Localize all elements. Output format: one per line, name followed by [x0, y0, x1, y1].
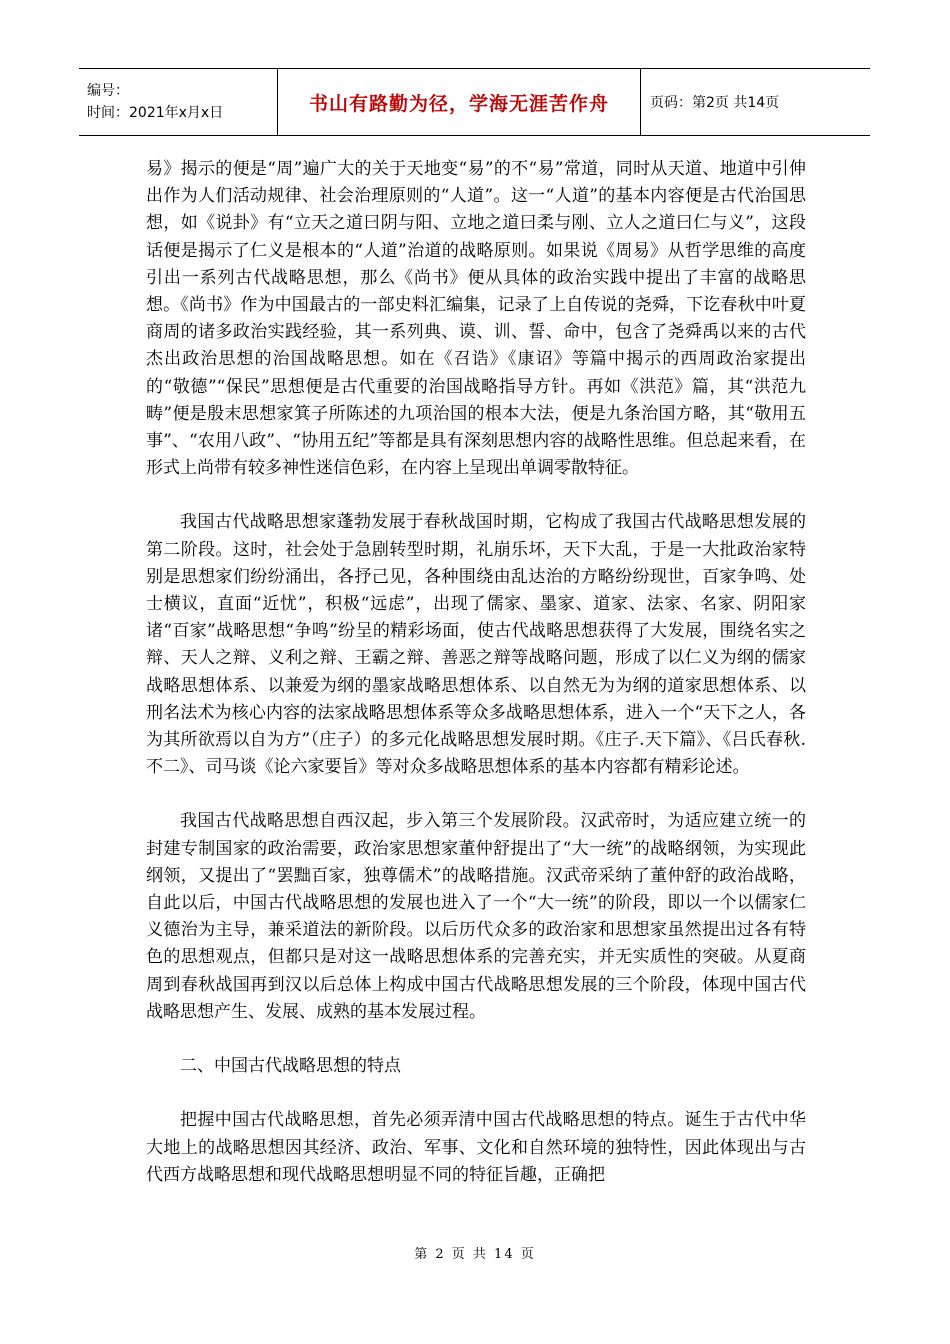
page-header: [79, 68, 870, 136]
body-paragraph: 我国古代战略思想自西汉起，步入第三个发展阶段。汉武帝时，为适应建立统一的封建专制国家的政治需要，政治家思想家董仲舒提出了“大一统”的战略纲领，为实现此纲领，又提出了“罢黜百家，独尊儒术”的战略措施。汉武帝采纳了董仲舒的政治战略，自此以后，中国古代战略思想的发展也进入了一个“大一统”的阶段，即以一个以儒家仁义德治为主导，兼采道法的新阶段。以后历代众多的政治家和思想家虽然提出过各有特色的思想观点，但都只是对这一战略思想体系的完善充实，并无实质性的突破。从夏商周到春秋战国再到汉以后总体上构成中国古代战略思想发展的三个阶段，体现中国古代战略思想产生、发展、成熟的基本发展过程。: [146, 811, 806, 1022]
page-footer: 第 2 页 共 14 页: [414, 1247, 536, 1262]
section-heading: 二、中国古代战略思想的特点: [180, 1056, 401, 1077]
document-time-label: 时间：2021年x月x日: [87, 105, 224, 121]
header-motto: 书山有路勤为径，学海无涯苦作舟: [278, 69, 641, 136]
body-paragraph: 我国古代战略思想家蓬勃发展于春秋战国时期，它构成了我国古代战略思想发展的第二阶段。这时，社会处于急剧转型时期，礼崩乐坏，天下大乱，于是一大批政治家特别是思想家们纷纷涌出，各抒己见，各种围绕由乱达治的方略纷纷现世，百家争鸣、处士横议，直面“近忧”，积极“远虑”，出现了儒家、墨家、道家、法家、名家、阴阳家诸“百家”战略思想“争鸣”纷呈的精彩场面，使古代战略思想获得了大发展，围绕名实之辩、天人之辩、义利之辩、王霸之辩、善恶之辩等战略问题，形成了以仁义为纲的儒家战略思想体系、以兼爱为纲的墨家战略思想体系、以自然无为为纲的道家思想体系、以刑名法术为核心内容的法家战略思想体系等众多战略思想体系，进入一个“天下之人，各为其所欲焉以自为方”（庄子）的多元化战略思想发展时期。《庄子.天下篇》、《吕氏春秋.不二》、司马谈《论六家要旨》等对众多战略思想体系的基本内容都有精彩论述。: [146, 512, 806, 778]
document-number-label: 编号：: [87, 83, 129, 99]
header-meta: [79, 69, 278, 136]
document-body: [146, 156, 806, 1189]
header-page-label: 页码：第2页 共14页: [641, 69, 871, 136]
body-paragraph: 把握中国古代战略思想，首先必须弄清中国古代战略思想的特点。诞生于古代中华大地上的战略思想因其经济、政治、军事、文化和自然环境的独特性，因此体现出与古代西方战略思想和现代战略思想明显不同的特征旨趣，正确把: [146, 1110, 806, 1185]
body-paragraph: 易》揭示的便是“周”遍广大的关于天地变“易”的不“易”常道，同时从天道、地道中引伸出作为人们活动规律、社会治理原则的“人道”。这一“人道”的基本内容便是古代治国思想，如《说卦》有“立天之道曰阴与阳、立地之道曰柔与刚、立人之道曰仁与义”，这段话便是揭示了仁义是根本的“人道”治道的战略原则。如果说《周易》从哲学思维的高度引出一系列古代战略思想，那么《尚书》便从具体的政治实践中提出了丰富的战略思想。《尚书》作为中国最古的一部史料汇编集，记录了上自传说的尧舜，下讫春秋中叶夏商周的诸多政治实践经验，其一系列典、谟、训、誓、命中，包含了尧舜禹以来的古代杰出政治思想的治国战略思想。如在《召诰》《康诏》等篇中揭示的西周政治家提出的“敬德”“保民”思想便是古代重要的治国战略指导方针。再如《洪范》篇，其“洪范九畴”便是殷末思想家箕子所陈述的九项治国的根本大法，便是九条治国方略，其“敬用五事”、“农用八政”、“协用五纪”等都是具有深刻思想内容的战略性思维。但总起来看，在形式上尚带有较多神性迷信色彩，在内容上呈现出单调零散特征。: [146, 159, 806, 479]
